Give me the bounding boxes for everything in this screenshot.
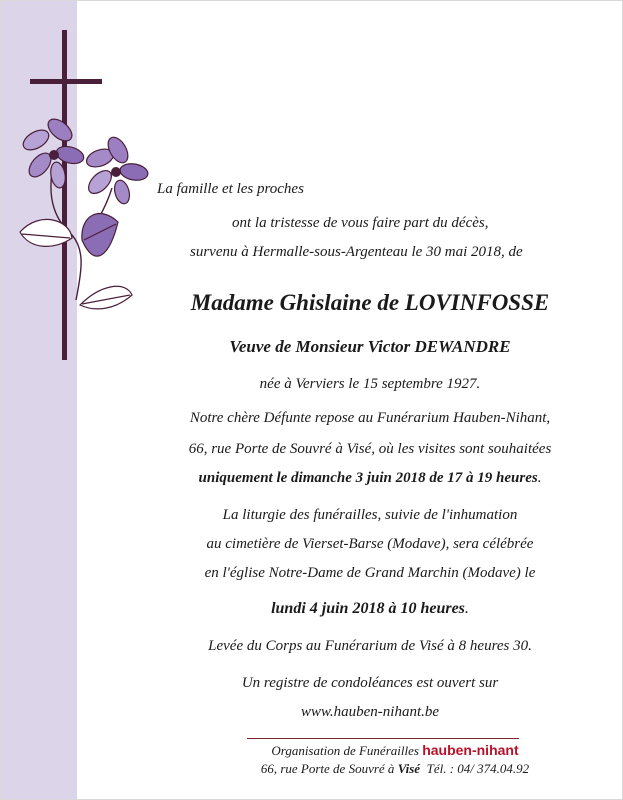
visit-line-1: Notre chère Défunte repose au Funérarium Hauben-Nihant, xyxy=(189,410,551,426)
visit-hours: uniquement le dimanche 3 juin 2018 de 17 à 19 heures xyxy=(198,470,538,486)
liturgy-date-end: . xyxy=(464,600,469,617)
visit-line-3-end: . xyxy=(537,470,542,486)
registry-url: www.hauben-nihant.be xyxy=(300,704,440,720)
leaves xyxy=(20,214,132,309)
deceased-name: Madame Ghislaine de LOVINFOSSE xyxy=(190,290,550,315)
footer-divider xyxy=(247,738,519,739)
footer-city: Visé xyxy=(397,761,421,776)
intro-line-2: ont la tristesse de vous faire part du décès, xyxy=(232,215,489,231)
flower-right-icon xyxy=(84,134,149,206)
brand-logo-text: hauben-nihant xyxy=(422,742,519,758)
intro-line-3: survenu à Hermalle-sous-Argenteau le 30 mai 2018, de xyxy=(190,244,523,260)
footer-org-prefix: Organisation de Funérailles xyxy=(271,743,423,758)
footer-phone: Tél. : 04/ 374.04.92 xyxy=(420,761,530,776)
cross-icon xyxy=(30,30,102,360)
flower-left-icon xyxy=(20,115,86,189)
intro-line-1: La famille et les proches xyxy=(157,181,304,197)
footer-organisation xyxy=(150,742,623,759)
visit-line-2: 66, rue Porte de Souvré à Visé, où les visites sont souhaitées xyxy=(188,441,552,457)
visit-line-3 xyxy=(130,470,610,487)
spouse-line: Veuve de Monsieur Victor DEWANDRE xyxy=(229,337,511,356)
liturgy-line-3: en l'église Notre-Dame de Grand Marchin (Modave) le xyxy=(204,565,536,581)
footer-address xyxy=(150,761,623,777)
liturgy-date: lundi 4 juin 2018 à 10 heures xyxy=(271,600,465,617)
levee-line: Levée du Corps au Funérarium de Visé à 8 heures 30. xyxy=(208,638,532,654)
birth-line: née à Verviers le 15 septembre 1927. xyxy=(259,376,481,392)
liturgy-date-line xyxy=(130,600,610,618)
liturgy-line-2: au cimetière de Vierset-Barse (Modave), sera célébrée xyxy=(206,536,534,552)
liturgy-line-1: La liturgie des funérailles, suivie de l'inhumation xyxy=(222,507,518,523)
registry-line: Un registre de condoléances est ouvert sur xyxy=(241,675,499,691)
footer-address-prefix: 66, rue Porte de Souvré à xyxy=(260,761,398,776)
